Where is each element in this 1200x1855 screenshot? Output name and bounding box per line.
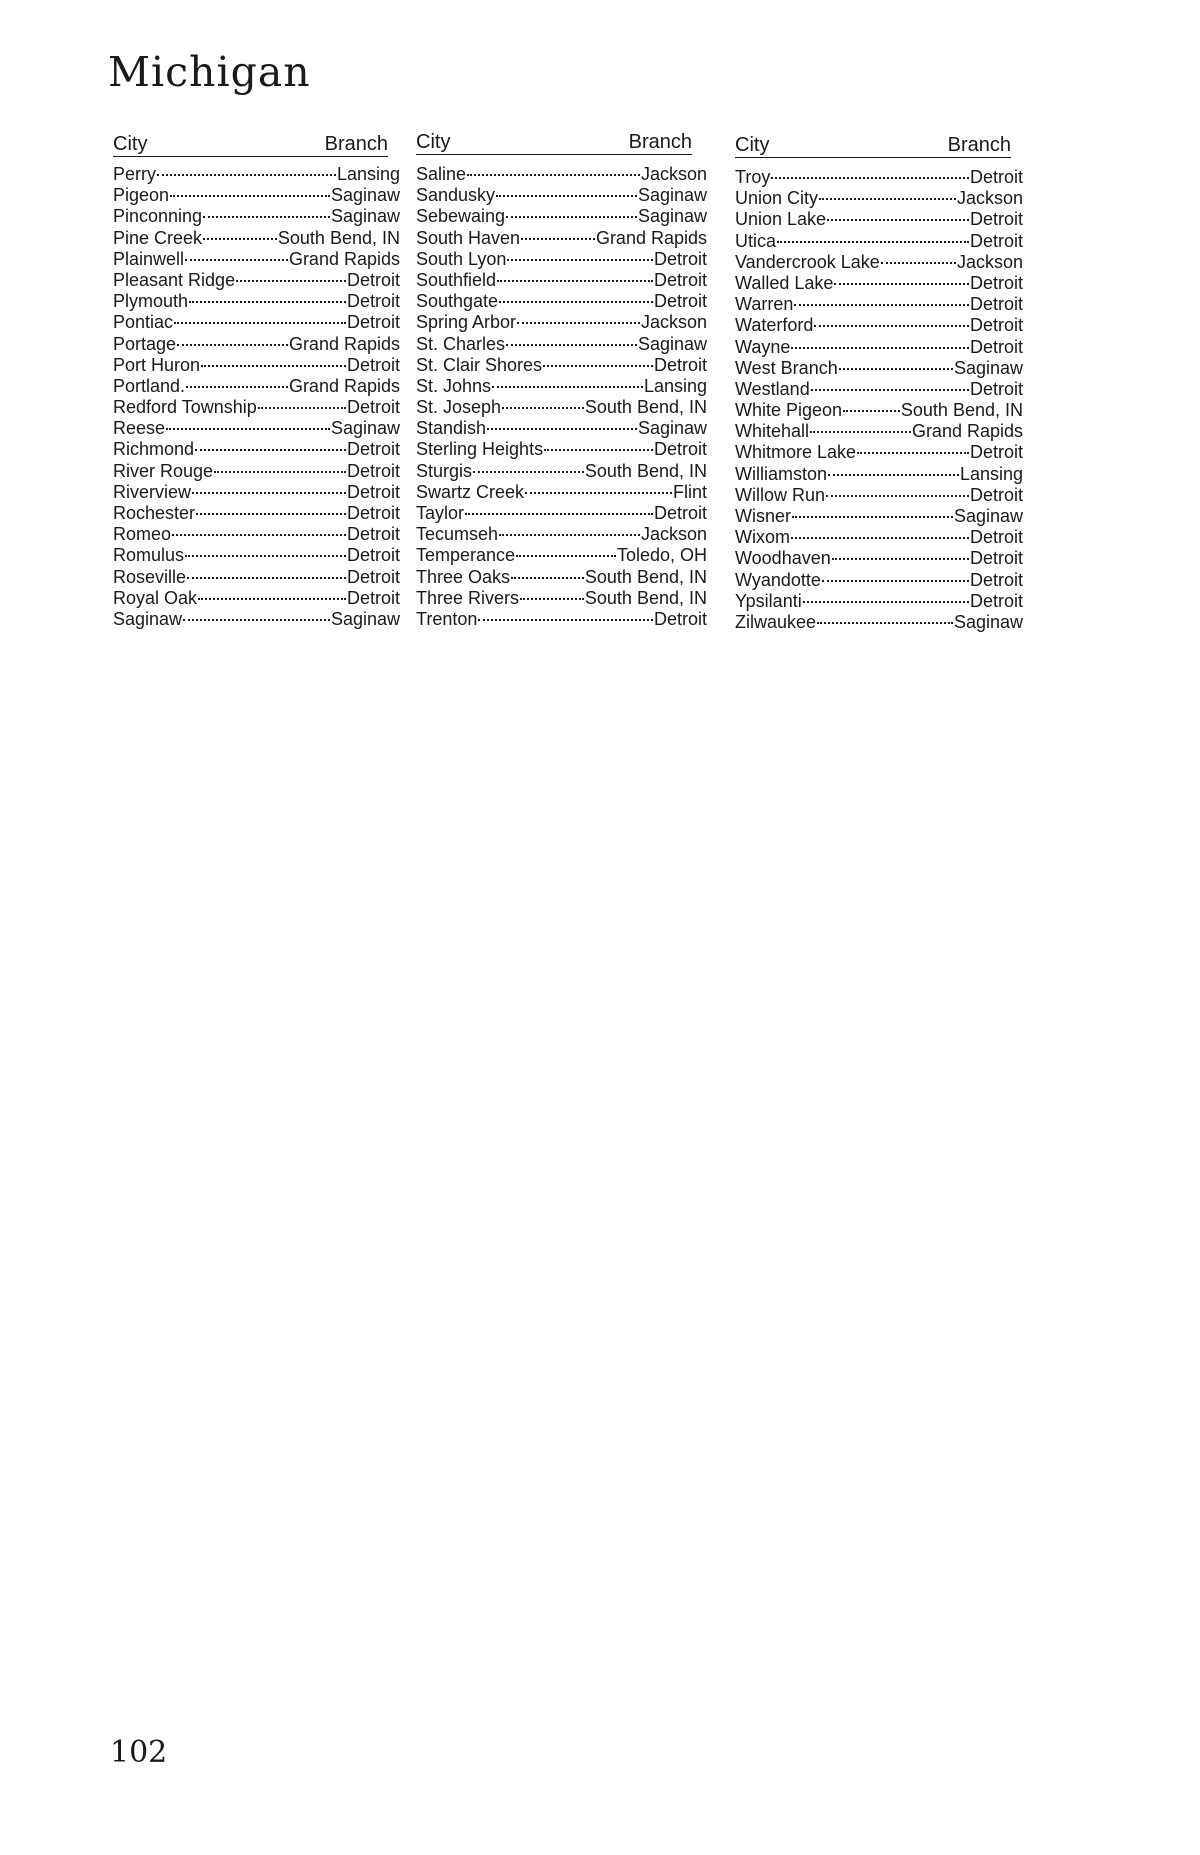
city-name: Temperance bbox=[416, 545, 516, 566]
dot-leader bbox=[803, 600, 969, 603]
branch-name: Detroit bbox=[969, 167, 1023, 187]
city-name: Romulus bbox=[113, 545, 185, 566]
branch-name: Jackson bbox=[956, 251, 1023, 272]
directory-entry bbox=[113, 482, 400, 503]
dot-leader bbox=[814, 324, 969, 327]
directory-entry bbox=[416, 291, 707, 312]
city-name: Pleasant Ridge bbox=[113, 269, 236, 290]
city-name: Woodhaven bbox=[735, 548, 831, 569]
directory-entry bbox=[416, 397, 707, 418]
header-rule bbox=[416, 154, 692, 155]
branch-name: South Bend, IN bbox=[584, 566, 707, 587]
branch-name: Saginaw bbox=[637, 333, 707, 354]
city-name: Perry bbox=[113, 164, 157, 184]
dot-leader bbox=[258, 406, 346, 409]
dot-leader bbox=[499, 533, 640, 536]
directory-entry bbox=[113, 545, 400, 566]
dot-leader bbox=[177, 343, 288, 346]
city-name: Richmond bbox=[113, 439, 195, 460]
city-name: Redford Township bbox=[113, 397, 257, 418]
dot-leader bbox=[827, 218, 969, 221]
directory-column-2 bbox=[416, 126, 707, 630]
directory-entry bbox=[735, 548, 1023, 569]
city-name: Willow Run bbox=[735, 484, 826, 505]
dot-leader bbox=[186, 385, 288, 388]
directory-entry bbox=[416, 588, 707, 609]
branch-name: Detroit bbox=[969, 336, 1023, 357]
branch-name: Detroit bbox=[653, 608, 707, 629]
branch-name: Detroit bbox=[346, 269, 400, 290]
dot-leader bbox=[478, 618, 653, 621]
dot-leader bbox=[214, 470, 346, 473]
branch-name: Saginaw bbox=[330, 608, 400, 629]
dot-leader bbox=[525, 491, 672, 494]
branch-header: Branch bbox=[628, 131, 692, 153]
city-name: Spring Arbor bbox=[416, 312, 517, 333]
branch-name: Detroit bbox=[346, 481, 400, 502]
directory-entry bbox=[416, 609, 707, 630]
branch-name: Detroit bbox=[346, 587, 400, 608]
branch-name: Detroit bbox=[969, 569, 1023, 590]
entry-list bbox=[113, 164, 400, 630]
dot-leader bbox=[826, 494, 969, 497]
branch-name: Detroit bbox=[346, 439, 400, 460]
branch-name: South Bend, IN bbox=[584, 587, 707, 608]
branch-name: Grand Rapids bbox=[288, 375, 400, 396]
branch-name: Lansing bbox=[959, 463, 1023, 484]
directory-entry bbox=[735, 294, 1023, 315]
directory-entry bbox=[735, 209, 1023, 230]
dot-leader bbox=[192, 491, 346, 494]
city-name: Portland. bbox=[113, 375, 186, 396]
dot-leader bbox=[828, 473, 959, 476]
directory-entry bbox=[416, 503, 707, 524]
dot-leader bbox=[843, 409, 900, 412]
city-name: Sebewaing bbox=[416, 206, 506, 227]
branch-name: Saginaw bbox=[953, 357, 1023, 378]
directory-entry bbox=[416, 482, 707, 503]
branch-name: Grand Rapids bbox=[595, 227, 707, 248]
city-name: Saline bbox=[416, 164, 467, 184]
city-name: Wayne bbox=[735, 336, 791, 357]
directory-entry bbox=[735, 506, 1023, 527]
dot-leader bbox=[507, 258, 653, 261]
city-name: Troy bbox=[735, 167, 771, 187]
branch-name: Detroit bbox=[653, 439, 707, 460]
branch-name: Detroit bbox=[346, 545, 400, 566]
branch-name: Grand Rapids bbox=[288, 333, 400, 354]
directory-entry bbox=[416, 164, 707, 185]
branch-name: Grand Rapids bbox=[911, 421, 1023, 442]
directory-entry bbox=[113, 461, 400, 482]
dot-leader bbox=[839, 367, 953, 370]
branch-name: Detroit bbox=[653, 269, 707, 290]
city-name: Tecumseh bbox=[416, 524, 499, 545]
directory-column-3 bbox=[735, 129, 1023, 633]
directory-entry bbox=[416, 185, 707, 206]
dot-leader bbox=[172, 533, 346, 536]
branch-name: Grand Rapids bbox=[288, 248, 400, 269]
dot-leader bbox=[506, 343, 637, 346]
entry-list bbox=[416, 164, 707, 630]
city-name: Utica bbox=[735, 230, 777, 251]
city-name: Royal Oak bbox=[113, 587, 198, 608]
directory-entry bbox=[113, 206, 400, 227]
city-name: South Lyon bbox=[416, 248, 507, 269]
city-header: City bbox=[735, 134, 770, 156]
dot-leader bbox=[881, 261, 956, 264]
directory-entry bbox=[416, 334, 707, 355]
dot-leader bbox=[794, 303, 969, 306]
branch-name: Detroit bbox=[653, 248, 707, 269]
column-header bbox=[113, 128, 388, 154]
directory-entry bbox=[735, 485, 1023, 506]
branch-name: Jackson bbox=[640, 164, 707, 184]
directory-entry bbox=[735, 315, 1023, 336]
directory-entry bbox=[113, 439, 400, 460]
directory-entry bbox=[735, 591, 1023, 612]
city-name: Plainwell bbox=[113, 248, 185, 269]
dot-leader bbox=[516, 554, 616, 557]
branch-name: Detroit bbox=[969, 548, 1023, 569]
directory-entry bbox=[735, 379, 1023, 400]
directory-entry bbox=[735, 570, 1023, 591]
city-header: City bbox=[416, 131, 451, 153]
branch-name: Lansing bbox=[643, 375, 707, 396]
directory-entry bbox=[113, 185, 400, 206]
branch-name: Lansing bbox=[336, 164, 400, 184]
directory-entry bbox=[113, 249, 400, 270]
branch-name: Detroit bbox=[969, 315, 1023, 336]
directory-entry bbox=[416, 567, 707, 588]
branch-name: Flint bbox=[672, 481, 707, 502]
directory-entry bbox=[735, 273, 1023, 294]
dot-leader bbox=[492, 385, 643, 388]
directory-entry bbox=[735, 337, 1023, 358]
branch-name: Detroit bbox=[969, 230, 1023, 251]
dot-leader bbox=[771, 176, 969, 179]
dot-leader bbox=[792, 515, 953, 518]
dot-leader bbox=[543, 364, 653, 367]
branch-name: Detroit bbox=[969, 272, 1023, 293]
city-name: St. Johns bbox=[416, 375, 492, 396]
city-name: West Branch bbox=[735, 357, 838, 378]
dot-leader bbox=[236, 279, 346, 282]
directory-entry bbox=[113, 355, 400, 376]
dot-leader bbox=[473, 470, 584, 473]
branch-name: Jackson bbox=[640, 524, 707, 545]
city-name: Portage bbox=[113, 333, 177, 354]
branch-name: Detroit bbox=[346, 291, 400, 312]
dot-leader bbox=[517, 321, 640, 324]
branch-name: South Bend, IN bbox=[277, 227, 400, 248]
dot-leader bbox=[166, 427, 330, 430]
dot-leader bbox=[203, 237, 277, 240]
dot-leader bbox=[189, 300, 346, 303]
city-name: Sandusky bbox=[416, 185, 496, 206]
branch-name: Detroit bbox=[346, 460, 400, 481]
city-name: Sturgis bbox=[416, 460, 473, 481]
dot-leader bbox=[497, 279, 653, 282]
city-name: Williamston bbox=[735, 463, 828, 484]
branch-name: Detroit bbox=[346, 566, 400, 587]
dot-leader bbox=[201, 364, 346, 367]
directory-entry bbox=[735, 421, 1023, 442]
city-header: City bbox=[113, 133, 148, 155]
dot-leader bbox=[496, 194, 637, 197]
city-name: St. Clair Shores bbox=[416, 354, 543, 375]
directory-entry bbox=[113, 397, 400, 418]
directory-entry bbox=[416, 376, 707, 397]
directory-entry bbox=[416, 206, 707, 227]
dot-leader bbox=[198, 597, 346, 600]
directory-entry bbox=[735, 167, 1023, 188]
dot-leader bbox=[832, 557, 969, 560]
directory-entry bbox=[735, 358, 1023, 379]
city-name: Vandercrook Lake bbox=[735, 251, 880, 272]
directory-entry bbox=[735, 400, 1023, 421]
city-name: Zilwaukee bbox=[735, 611, 817, 632]
dot-leader bbox=[817, 621, 953, 624]
city-name: Southgate bbox=[416, 291, 499, 312]
city-name: Walled Lake bbox=[735, 272, 834, 293]
directory-entry bbox=[113, 609, 400, 630]
branch-name: Jackson bbox=[956, 188, 1023, 209]
directory-entry bbox=[735, 231, 1023, 252]
dot-leader bbox=[822, 579, 969, 582]
directory-entry bbox=[113, 524, 400, 545]
dot-leader bbox=[502, 406, 584, 409]
city-name: Westland bbox=[735, 378, 810, 399]
dot-leader bbox=[521, 237, 595, 240]
directory-entry bbox=[416, 439, 707, 460]
branch-name: Detroit bbox=[653, 354, 707, 375]
dot-leader bbox=[791, 536, 969, 539]
directory-entry bbox=[416, 524, 707, 545]
branch-name: Jackson bbox=[640, 312, 707, 333]
header-rule bbox=[735, 157, 1011, 158]
branch-name: Detroit bbox=[653, 503, 707, 523]
city-name: White Pigeon bbox=[735, 400, 843, 421]
dot-leader bbox=[810, 430, 911, 433]
directory-entry bbox=[416, 461, 707, 482]
directory-entry bbox=[416, 249, 707, 270]
directory-entry bbox=[735, 188, 1023, 209]
dot-leader bbox=[811, 388, 969, 391]
directory-entry bbox=[113, 503, 400, 524]
directory-entry bbox=[113, 418, 400, 439]
city-name: Southfield bbox=[416, 269, 497, 290]
branch-name: Detroit bbox=[969, 378, 1023, 399]
dot-leader bbox=[544, 448, 653, 451]
directory-entry bbox=[113, 567, 400, 588]
city-name: Trenton bbox=[416, 608, 478, 629]
branch-name: Saginaw bbox=[953, 611, 1023, 632]
city-name: Swartz Creek bbox=[416, 481, 525, 502]
directory-entry bbox=[113, 270, 400, 291]
city-name: Standish bbox=[416, 418, 487, 439]
city-name: Union City bbox=[735, 188, 819, 209]
page-title: Michigan bbox=[108, 48, 311, 96]
dot-leader bbox=[157, 173, 336, 176]
dot-leader bbox=[195, 448, 346, 451]
dot-leader bbox=[819, 197, 956, 200]
directory-entry bbox=[416, 418, 707, 439]
branch-name: Detroit bbox=[346, 312, 400, 333]
branch-name: South Bend, IN bbox=[584, 460, 707, 481]
branch-name: Detroit bbox=[969, 209, 1023, 230]
branch-name: South Bend, IN bbox=[584, 397, 707, 418]
city-name: Saginaw bbox=[113, 608, 183, 629]
branch-header: Branch bbox=[947, 134, 1011, 156]
branch-name: Detroit bbox=[346, 354, 400, 375]
directory-column-1 bbox=[113, 128, 400, 630]
directory-entry bbox=[416, 545, 707, 566]
city-name: Whitmore Lake bbox=[735, 442, 857, 463]
branch-name: Detroit bbox=[969, 442, 1023, 463]
branch-name: Detroit bbox=[346, 397, 400, 418]
city-name: River Rouge bbox=[113, 460, 214, 481]
directory-entry bbox=[416, 355, 707, 376]
branch-name: Saginaw bbox=[330, 418, 400, 439]
directory-entry bbox=[113, 312, 400, 333]
header-rule bbox=[113, 156, 388, 157]
directory-entry bbox=[735, 612, 1023, 633]
city-name: Whitehall bbox=[735, 421, 810, 442]
city-name: Taylor bbox=[416, 503, 465, 523]
city-name: Sterling Heights bbox=[416, 439, 544, 460]
branch-name: Saginaw bbox=[637, 206, 707, 227]
directory-entry bbox=[735, 252, 1023, 273]
directory-entry bbox=[113, 164, 400, 185]
directory-entry bbox=[113, 376, 400, 397]
dot-leader bbox=[487, 427, 637, 430]
city-name: South Haven bbox=[416, 227, 521, 248]
city-name: Three Rivers bbox=[416, 587, 520, 608]
dot-leader bbox=[467, 173, 640, 176]
branch-name: Toledo, OH bbox=[616, 545, 707, 566]
dot-leader bbox=[183, 618, 330, 621]
directory-entry bbox=[416, 312, 707, 333]
city-name: Romeo bbox=[113, 524, 172, 545]
directory-entry bbox=[113, 588, 400, 609]
branch-name: Detroit bbox=[969, 527, 1023, 548]
directory-entry bbox=[113, 228, 400, 249]
dot-leader bbox=[187, 576, 346, 579]
dot-leader bbox=[170, 194, 330, 197]
dot-leader bbox=[174, 321, 346, 324]
dot-leader bbox=[834, 282, 969, 285]
city-name: Union Lake bbox=[735, 209, 827, 230]
city-name: St. Charles bbox=[416, 333, 506, 354]
directory-entry bbox=[735, 527, 1023, 548]
city-name: Waterford bbox=[735, 315, 814, 336]
dot-leader bbox=[499, 300, 653, 303]
city-name: Reese bbox=[113, 418, 166, 439]
directory-entry bbox=[416, 228, 707, 249]
directory-entry bbox=[113, 291, 400, 312]
branch-name: Saginaw bbox=[637, 185, 707, 206]
city-name: Roseville bbox=[113, 566, 187, 587]
dot-leader bbox=[511, 576, 584, 579]
city-name: Rochester bbox=[113, 503, 196, 523]
branch-name: Detroit bbox=[346, 503, 400, 523]
entry-list bbox=[735, 167, 1023, 633]
city-name: Wixom bbox=[735, 527, 790, 548]
city-name: Pinconning bbox=[113, 206, 203, 227]
city-name: Plymouth bbox=[113, 291, 189, 312]
city-name: Pine Creek bbox=[113, 227, 203, 248]
branch-name: Saginaw bbox=[330, 206, 400, 227]
directory-entry bbox=[735, 464, 1023, 485]
dot-leader bbox=[196, 512, 346, 515]
city-name: Pontiac bbox=[113, 312, 174, 333]
branch-name: Detroit bbox=[346, 524, 400, 545]
dot-leader bbox=[185, 258, 288, 261]
dot-leader bbox=[791, 346, 969, 349]
branch-name: Saginaw bbox=[330, 185, 400, 206]
branch-name: Detroit bbox=[969, 484, 1023, 505]
branch-name: Saginaw bbox=[637, 418, 707, 439]
dot-leader bbox=[203, 215, 330, 218]
branch-name: Detroit bbox=[969, 590, 1023, 611]
city-name: Pigeon bbox=[113, 185, 170, 206]
column-header bbox=[416, 126, 692, 152]
directory-entry bbox=[113, 334, 400, 355]
directory-entry bbox=[416, 270, 707, 291]
dot-leader bbox=[777, 240, 969, 243]
dot-leader bbox=[857, 451, 969, 454]
city-name: Wyandotte bbox=[735, 569, 821, 590]
branch-name: South Bend, IN bbox=[900, 400, 1023, 421]
city-name: Wisner bbox=[735, 506, 792, 526]
city-name: Three Oaks bbox=[416, 566, 511, 587]
branch-name: Saginaw bbox=[953, 506, 1023, 526]
city-name: Riverview bbox=[113, 481, 192, 502]
city-name: Warren bbox=[735, 294, 794, 315]
city-name: St. Joseph bbox=[416, 397, 502, 418]
dot-leader bbox=[465, 512, 653, 515]
city-name: Port Huron bbox=[113, 354, 201, 375]
dot-leader bbox=[506, 215, 637, 218]
branch-name: Detroit bbox=[653, 291, 707, 312]
dot-leader bbox=[520, 597, 584, 600]
city-name: Ypsilanti bbox=[735, 590, 802, 611]
branch-header: Branch bbox=[324, 133, 388, 155]
column-header bbox=[735, 129, 1011, 155]
branch-name: Detroit bbox=[969, 294, 1023, 315]
dot-leader bbox=[185, 554, 346, 557]
directory-entry bbox=[735, 442, 1023, 463]
page-number: 102 bbox=[110, 1735, 168, 1770]
